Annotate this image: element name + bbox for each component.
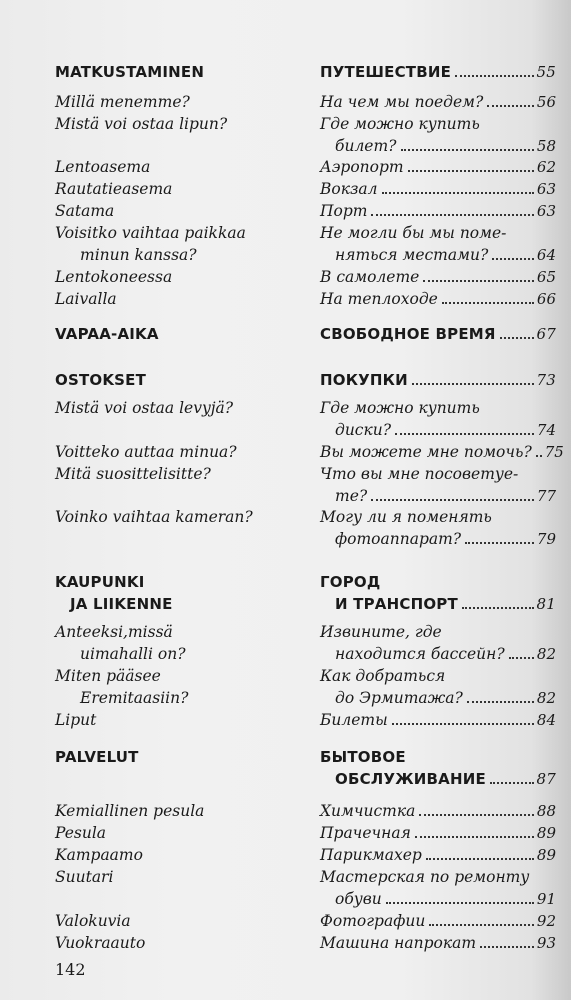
entry-line bbox=[320, 155, 556, 179]
dot-leader bbox=[429, 924, 534, 926]
dot-leader bbox=[500, 337, 534, 339]
entry-line: Laivalla bbox=[55, 290, 117, 308]
entry-line: Miten pääsee bbox=[55, 667, 161, 685]
entry-line: Millä menemme? bbox=[55, 93, 190, 111]
entry-title: Вокзал bbox=[320, 180, 378, 198]
page-ref: 64 bbox=[536, 246, 556, 264]
page-ref: 55 bbox=[536, 63, 556, 81]
entry-line: minun kanssa? bbox=[80, 246, 197, 264]
entry-line: Pesula bbox=[55, 824, 107, 842]
section-heading bbox=[335, 767, 556, 791]
page-ref: 63 bbox=[536, 202, 556, 220]
entry-title: Парикмахер bbox=[320, 846, 422, 864]
entry-line bbox=[335, 642, 556, 666]
page-ref: 84 bbox=[536, 711, 556, 729]
entry-title: до Эрмитажа? bbox=[335, 689, 463, 707]
dot-leader bbox=[487, 105, 534, 107]
entry-line: Mitä suosittelisitte? bbox=[55, 465, 211, 483]
entry-line: Где можно купить bbox=[320, 115, 480, 133]
page-ref: 66 bbox=[536, 290, 556, 308]
dot-leader bbox=[392, 723, 534, 725]
page-ref: 82 bbox=[536, 645, 556, 663]
entry-title: СВОБОДНОЕ ВРЕМЯ bbox=[320, 325, 496, 343]
entry-title: ПОКУПКИ bbox=[320, 371, 408, 389]
dot-leader bbox=[465, 542, 534, 544]
dot-leader bbox=[509, 657, 534, 659]
dot-leader bbox=[455, 75, 533, 77]
entry-line: Где можно купить bbox=[320, 399, 480, 417]
page-ref: 75 bbox=[544, 443, 564, 461]
dot-leader bbox=[401, 149, 534, 151]
entry-line bbox=[320, 821, 556, 845]
dot-leader bbox=[412, 383, 534, 385]
section-heading: БЫТОВОЕ bbox=[320, 748, 406, 766]
page-ref: 73 bbox=[536, 371, 556, 389]
entry-title: Прачечная bbox=[320, 824, 411, 842]
entry-line: Suutari bbox=[55, 868, 114, 886]
entry-line bbox=[320, 708, 556, 732]
entry-title: ОБСЛУЖИВАНИЕ bbox=[335, 770, 486, 788]
section-heading: JA LIIKENNE bbox=[70, 595, 173, 613]
section-heading: OSTOKSET bbox=[55, 371, 147, 389]
page-ref: 67 bbox=[536, 325, 556, 343]
entry-title: те? bbox=[335, 487, 368, 505]
page-ref: 88 bbox=[536, 802, 556, 820]
section-heading bbox=[335, 592, 556, 616]
entry-title: Вы можете мне помочь? bbox=[320, 443, 532, 461]
entry-title: няться местами? bbox=[335, 246, 489, 264]
entry-line: Anteeksi,missä bbox=[55, 623, 173, 641]
entry-line: Могу ли я поменять bbox=[320, 508, 492, 526]
entry-line: Извините, где bbox=[320, 623, 442, 641]
entry-title: Билеты bbox=[320, 711, 388, 729]
entry-title: Химчистка bbox=[320, 802, 416, 820]
entry-line: Lentokoneessa bbox=[55, 268, 173, 286]
entry-line: Voinko vaihtaa kameran? bbox=[55, 508, 253, 526]
dot-leader bbox=[371, 499, 534, 501]
entry-title: Фотографии bbox=[320, 912, 426, 930]
entry-line: Не могли бы мы поме- bbox=[320, 224, 507, 242]
section-heading: MATKUSTAMINEN bbox=[55, 63, 205, 81]
dot-leader bbox=[408, 170, 534, 172]
entry-line bbox=[320, 287, 556, 311]
page-ref: 93 bbox=[536, 934, 556, 952]
entry-title: Машина напрокат bbox=[320, 934, 477, 952]
section-heading bbox=[320, 322, 556, 346]
dot-leader bbox=[536, 455, 542, 457]
page-ref: 89 bbox=[536, 824, 556, 842]
page-ref: 79 bbox=[536, 530, 556, 548]
page-ref: 91 bbox=[536, 890, 556, 908]
page-ref: 62 bbox=[536, 158, 556, 176]
page-ref: 82 bbox=[536, 689, 556, 707]
entry-line bbox=[320, 177, 556, 201]
entry-line: uimahalli on? bbox=[80, 645, 186, 663]
entry-line: Valokuvia bbox=[55, 912, 131, 930]
page-number: 142 bbox=[55, 960, 86, 979]
page-ref: 92 bbox=[536, 912, 556, 930]
entry-line: Мастерская по ремонту bbox=[320, 868, 530, 886]
entry-line: Vuokraauto bbox=[55, 934, 146, 952]
entry-line bbox=[320, 440, 564, 464]
dot-leader bbox=[492, 258, 534, 260]
entry-line bbox=[320, 799, 556, 823]
dot-leader bbox=[480, 946, 534, 948]
dot-leader bbox=[395, 433, 534, 435]
dot-leader bbox=[490, 782, 534, 784]
dot-leader bbox=[442, 302, 534, 304]
entry-line: Satama bbox=[55, 202, 115, 220]
page-ref: 56 bbox=[536, 93, 556, 111]
entry-title: И ТРАНСПОРТ bbox=[335, 595, 458, 613]
dot-leader bbox=[467, 701, 534, 703]
entry-line: Kampaamo bbox=[55, 846, 143, 864]
page-ref: 81 bbox=[536, 595, 556, 613]
entry-line: Voitteko auttaa minua? bbox=[55, 443, 237, 461]
dot-leader bbox=[371, 214, 533, 216]
entry-line: Что вы мне посоветуе- bbox=[320, 465, 519, 483]
entry-line: Voisitko vaihtaa paikkaa bbox=[55, 224, 246, 242]
entry-title: В самолете bbox=[320, 268, 420, 286]
entry-line bbox=[320, 265, 556, 289]
entry-title: фотоаппарат? bbox=[335, 530, 462, 548]
entry-title: Порт bbox=[320, 202, 368, 220]
section-heading: VAPAA-AIKA bbox=[55, 325, 159, 343]
entry-line bbox=[335, 418, 556, 442]
dot-leader bbox=[415, 836, 534, 838]
dot-leader bbox=[419, 814, 534, 816]
entry-line bbox=[320, 199, 556, 223]
entry-title: обуви bbox=[335, 890, 382, 908]
entry-line: Mistä voi ostaa lipun? bbox=[55, 115, 228, 133]
page-ref: 77 bbox=[536, 487, 556, 505]
entry-title: На теплоходе bbox=[320, 290, 438, 308]
entry-line bbox=[320, 843, 556, 867]
page-ref: 89 bbox=[536, 846, 556, 864]
entry-line: Mistä voi ostaa levyjä? bbox=[55, 399, 234, 417]
entry-title: билет? bbox=[335, 137, 397, 155]
section-heading bbox=[320, 60, 556, 84]
entry-line: Kemiallinen pesula bbox=[55, 802, 205, 820]
page-ref: 58 bbox=[536, 137, 556, 155]
entry-line bbox=[335, 243, 556, 267]
section-heading: ГОРОД bbox=[320, 573, 381, 591]
entry-title: диски? bbox=[335, 421, 392, 439]
entry-line bbox=[335, 527, 556, 551]
dot-leader bbox=[423, 280, 534, 282]
page-ref: 74 bbox=[536, 421, 556, 439]
dot-leader bbox=[462, 607, 534, 609]
page-ref: 65 bbox=[536, 268, 556, 286]
entry-line: Liput bbox=[55, 711, 97, 729]
entry-line bbox=[335, 887, 556, 911]
page-ref: 63 bbox=[536, 180, 556, 198]
entry-line bbox=[320, 909, 556, 933]
entry-title: На чем мы поедем? bbox=[320, 93, 484, 111]
section-heading: KAUPUNKI bbox=[55, 573, 145, 591]
dot-leader bbox=[386, 902, 534, 904]
entry-line bbox=[335, 686, 556, 710]
entry-line: Rautatieasema bbox=[55, 180, 173, 198]
dot-leader bbox=[426, 858, 534, 860]
entry-title: находится бассейн? bbox=[335, 645, 505, 663]
entry-title: ПУТЕШЕСТВИЕ bbox=[320, 63, 452, 81]
entry-line bbox=[320, 931, 556, 955]
dot-leader bbox=[382, 192, 534, 194]
entry-line: Lentoasema bbox=[55, 158, 151, 176]
entry-line: Как добраться bbox=[320, 667, 446, 685]
page-ref: 87 bbox=[536, 770, 556, 788]
entry-line bbox=[320, 90, 556, 114]
section-heading: PALVELUT bbox=[55, 748, 139, 766]
entry-line: Eremitaasiin? bbox=[80, 689, 189, 707]
section-heading bbox=[320, 368, 556, 392]
entry-title: Аэропорт bbox=[320, 158, 404, 176]
